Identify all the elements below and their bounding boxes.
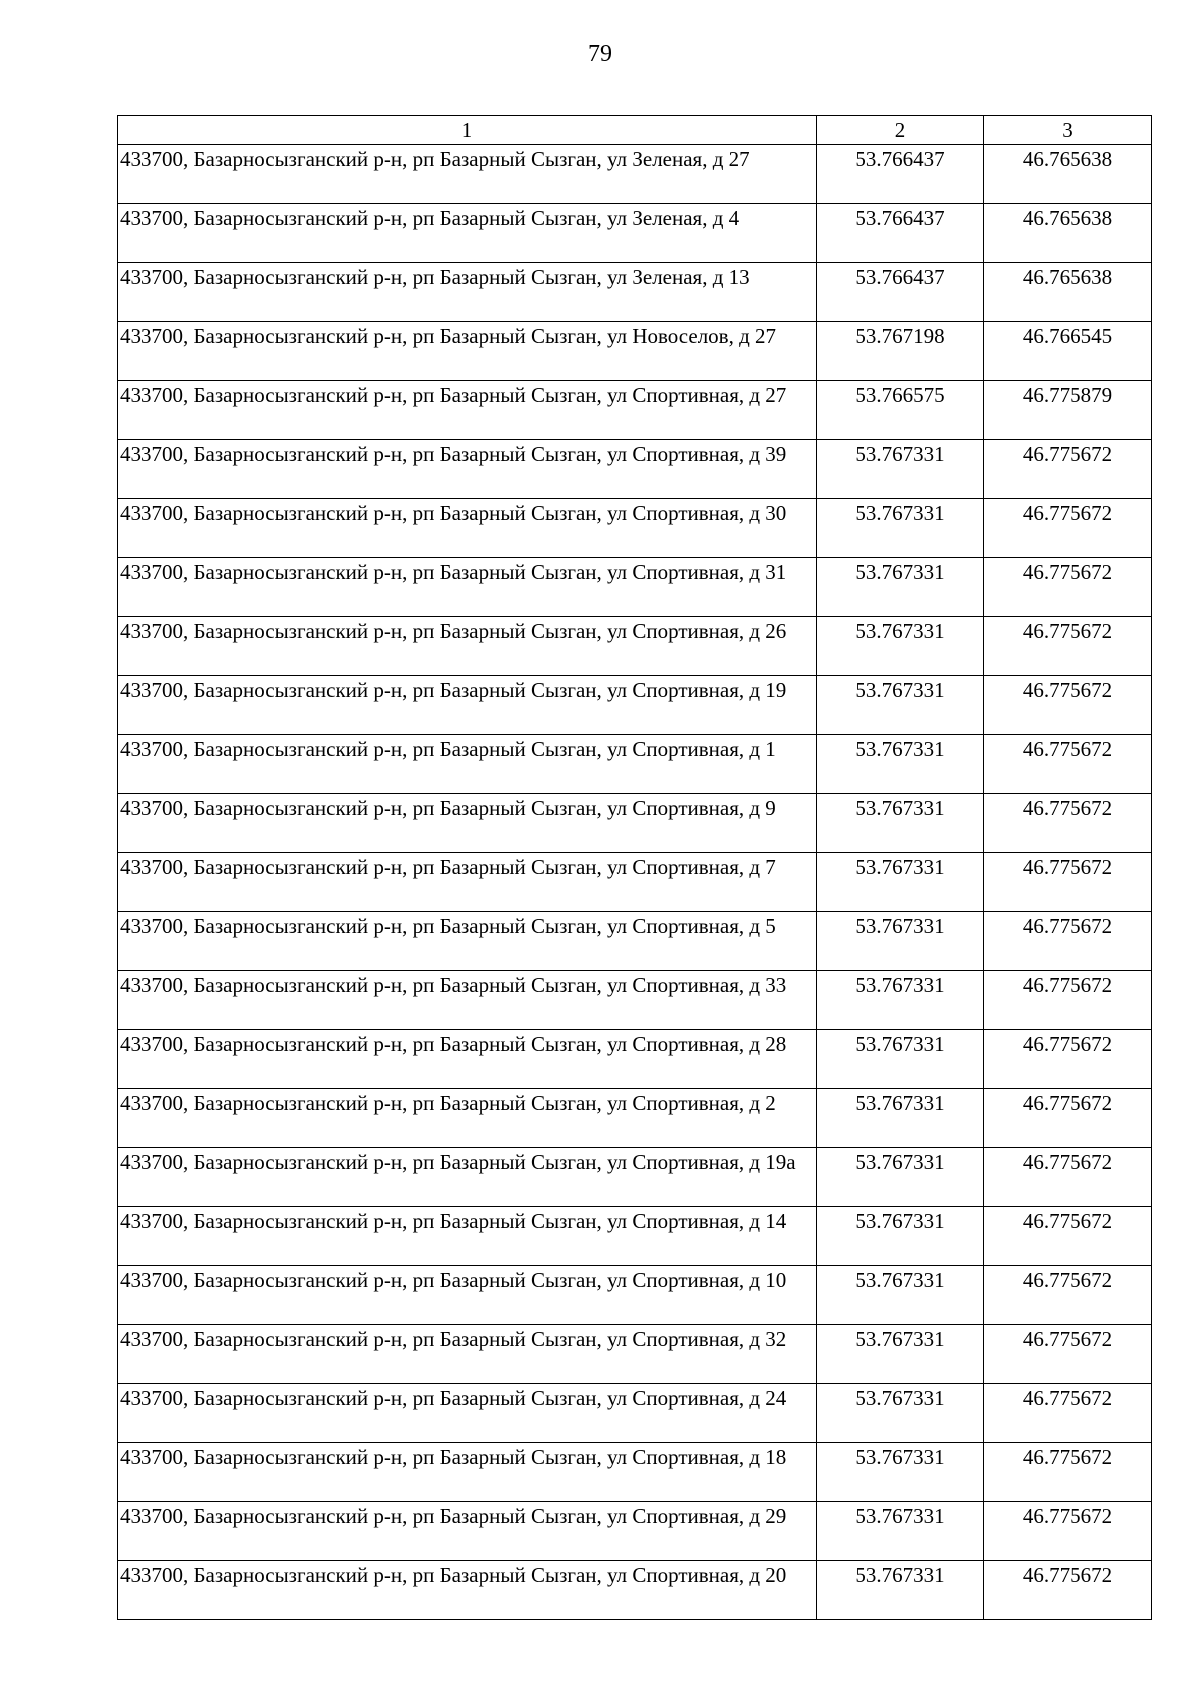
latitude-cell: 53.767331: [817, 440, 984, 499]
table-row: [118, 1207, 1152, 1266]
longitude-cell: 46.775672: [984, 1089, 1152, 1148]
address-cell: 433700, Базарносызганский р-н, рп Базарный Сызган, ул Спортивная, д 33: [118, 971, 817, 1030]
latitude-cell: 53.767331: [817, 1561, 984, 1620]
latitude-cell: 53.767331: [817, 1325, 984, 1384]
address-cell: 433700, Базарносызганский р-н, рп Базарный Сызган, ул Спортивная, д 31: [118, 558, 817, 617]
address-cell: 433700, Базарносызганский р-н, рп Базарный Сызган, ул Спортивная, д 18: [118, 1443, 817, 1502]
address-cell: 433700, Базарносызганский р-н, рп Базарный Сызган, ул Зеленая, д 13: [118, 263, 817, 322]
longitude-cell: 46.766545: [984, 322, 1152, 381]
address-cell: 433700, Базарносызганский р-н, рп Базарный Сызган, ул Спортивная, д 19: [118, 676, 817, 735]
longitude-cell: 46.775672: [984, 558, 1152, 617]
longitude-cell: 46.775672: [984, 971, 1152, 1030]
address-cell: 433700, Базарносызганский р-н, рп Базарный Сызган, ул Спортивная, д 5: [118, 912, 817, 971]
longitude-cell: 46.775672: [984, 676, 1152, 735]
address-cell: 433700, Базарносызганский р-н, рп Базарный Сызган, ул Спортивная, д 1: [118, 735, 817, 794]
latitude-cell: 53.767331: [817, 1443, 984, 1502]
address-cell: 433700, Базарносызганский р-н, рп Базарный Сызган, ул Спортивная, д 19а: [118, 1148, 817, 1207]
latitude-cell: 53.766575: [817, 381, 984, 440]
latitude-cell: 53.767331: [817, 912, 984, 971]
longitude-cell: 46.775672: [984, 1502, 1152, 1561]
latitude-cell: 53.767331: [817, 735, 984, 794]
longitude-cell: 46.775672: [984, 1561, 1152, 1620]
address-cell: 433700, Базарносызганский р-н, рп Базарный Сызган, ул Спортивная, д 24: [118, 1384, 817, 1443]
latitude-cell: 53.767331: [817, 1207, 984, 1266]
latitude-cell: 53.767331: [817, 853, 984, 912]
table-row: [118, 1148, 1152, 1207]
table-row: [118, 145, 1152, 204]
column-header-3: 3: [984, 116, 1152, 145]
address-cell: 433700, Базарносызганский р-н, рп Базарный Сызган, ул Спортивная, д 32: [118, 1325, 817, 1384]
page-number: 79: [588, 41, 612, 67]
table-row: [118, 381, 1152, 440]
address-cell: 433700, Базарносызганский р-н, рп Базарный Сызган, ул Спортивная, д 26: [118, 617, 817, 676]
table-row: [118, 1266, 1152, 1325]
address-cell: 433700, Базарносызганский р-н, рп Базарный Сызган, ул Спортивная, д 39: [118, 440, 817, 499]
address-coordinates-table: [117, 115, 1152, 1620]
latitude-cell: 53.767331: [817, 1266, 984, 1325]
longitude-cell: 46.775672: [984, 853, 1152, 912]
column-header-2: 2: [817, 116, 984, 145]
address-cell: 433700, Базарносызганский р-н, рп Базарный Сызган, ул Зеленая, д 27: [118, 145, 817, 204]
longitude-cell: 46.775672: [984, 1030, 1152, 1089]
longitude-cell: 46.775672: [984, 1443, 1152, 1502]
longitude-cell: 46.775672: [984, 617, 1152, 676]
table-row: [118, 1030, 1152, 1089]
latitude-cell: 53.767198: [817, 322, 984, 381]
table-row: [118, 1384, 1152, 1443]
longitude-cell: 46.775672: [984, 794, 1152, 853]
address-cell: 433700, Базарносызганский р-н, рп Базарный Сызган, ул Спортивная, д 7: [118, 853, 817, 912]
table-row: [118, 1502, 1152, 1561]
address-cell: 433700, Базарносызганский р-н, рп Базарный Сызган, ул Новоселов, д 27: [118, 322, 817, 381]
longitude-cell: 46.775672: [984, 1325, 1152, 1384]
table-row: [118, 263, 1152, 322]
address-cell: 433700, Базарносызганский р-н, рп Базарный Сызган, ул Спортивная, д 20: [118, 1561, 817, 1620]
address-cell: 433700, Базарносызганский р-н, рп Базарный Сызган, ул Спортивная, д 27: [118, 381, 817, 440]
address-cell: 433700, Базарносызганский р-н, рп Базарный Сызган, ул Зеленая, д 4: [118, 204, 817, 263]
table-row: [118, 1443, 1152, 1502]
address-cell: 433700, Базарносызганский р-н, рп Базарный Сызган, ул Спортивная, д 9: [118, 794, 817, 853]
longitude-cell: 46.775672: [984, 912, 1152, 971]
longitude-cell: 46.775672: [984, 1207, 1152, 1266]
table-row: [118, 1325, 1152, 1384]
longitude-cell: 46.775672: [984, 1266, 1152, 1325]
column-header-1: 1: [118, 116, 817, 145]
latitude-cell: 53.767331: [817, 1502, 984, 1561]
latitude-cell: 53.767331: [817, 1089, 984, 1148]
latitude-cell: 53.766437: [817, 204, 984, 263]
address-cell: 433700, Базарносызганский р-н, рп Базарный Сызган, ул Спортивная, д 28: [118, 1030, 817, 1089]
longitude-cell: 46.775672: [984, 440, 1152, 499]
table-row: [118, 794, 1152, 853]
latitude-cell: 53.767331: [817, 499, 984, 558]
longitude-cell: 46.765638: [984, 263, 1152, 322]
address-cell: 433700, Базарносызганский р-н, рп Базарный Сызган, ул Спортивная, д 30: [118, 499, 817, 558]
longitude-cell: 46.775879: [984, 381, 1152, 440]
table-row: [118, 322, 1152, 381]
address-cell: 433700, Базарносызганский р-н, рп Базарный Сызган, ул Спортивная, д 14: [118, 1207, 817, 1266]
longitude-cell: 46.775672: [984, 735, 1152, 794]
latitude-cell: 53.766437: [817, 145, 984, 204]
latitude-cell: 53.767331: [817, 617, 984, 676]
table-row: [118, 971, 1152, 1030]
table-row: [118, 912, 1152, 971]
longitude-cell: 46.775672: [984, 499, 1152, 558]
longitude-cell: 46.765638: [984, 204, 1152, 263]
table-row: [118, 853, 1152, 912]
table-header-row: [118, 116, 1152, 145]
latitude-cell: 53.767331: [817, 676, 984, 735]
latitude-cell: 53.767331: [817, 1148, 984, 1207]
table-row: [118, 1561, 1152, 1620]
table-row: [118, 499, 1152, 558]
latitude-cell: 53.767331: [817, 558, 984, 617]
table-body: [118, 145, 1152, 1620]
table-row: [118, 735, 1152, 794]
latitude-cell: 53.767331: [817, 1384, 984, 1443]
longitude-cell: 46.765638: [984, 145, 1152, 204]
latitude-cell: 53.767331: [817, 1030, 984, 1089]
address-cell: 433700, Базарносызганский р-н, рп Базарный Сызган, ул Спортивная, д 10: [118, 1266, 817, 1325]
table-row: [118, 617, 1152, 676]
longitude-cell: 46.775672: [984, 1384, 1152, 1443]
longitude-cell: 46.775672: [984, 1148, 1152, 1207]
table-row: [118, 558, 1152, 617]
address-cell: 433700, Базарносызганский р-н, рп Базарный Сызган, ул Спортивная, д 2: [118, 1089, 817, 1148]
table-row: [118, 1089, 1152, 1148]
address-cell: 433700, Базарносызганский р-н, рп Базарный Сызган, ул Спортивная, д 29: [118, 1502, 817, 1561]
latitude-cell: 53.767331: [817, 794, 984, 853]
latitude-cell: 53.766437: [817, 263, 984, 322]
latitude-cell: 53.767331: [817, 971, 984, 1030]
table-row: [118, 440, 1152, 499]
table-row: [118, 676, 1152, 735]
table-row: [118, 204, 1152, 263]
